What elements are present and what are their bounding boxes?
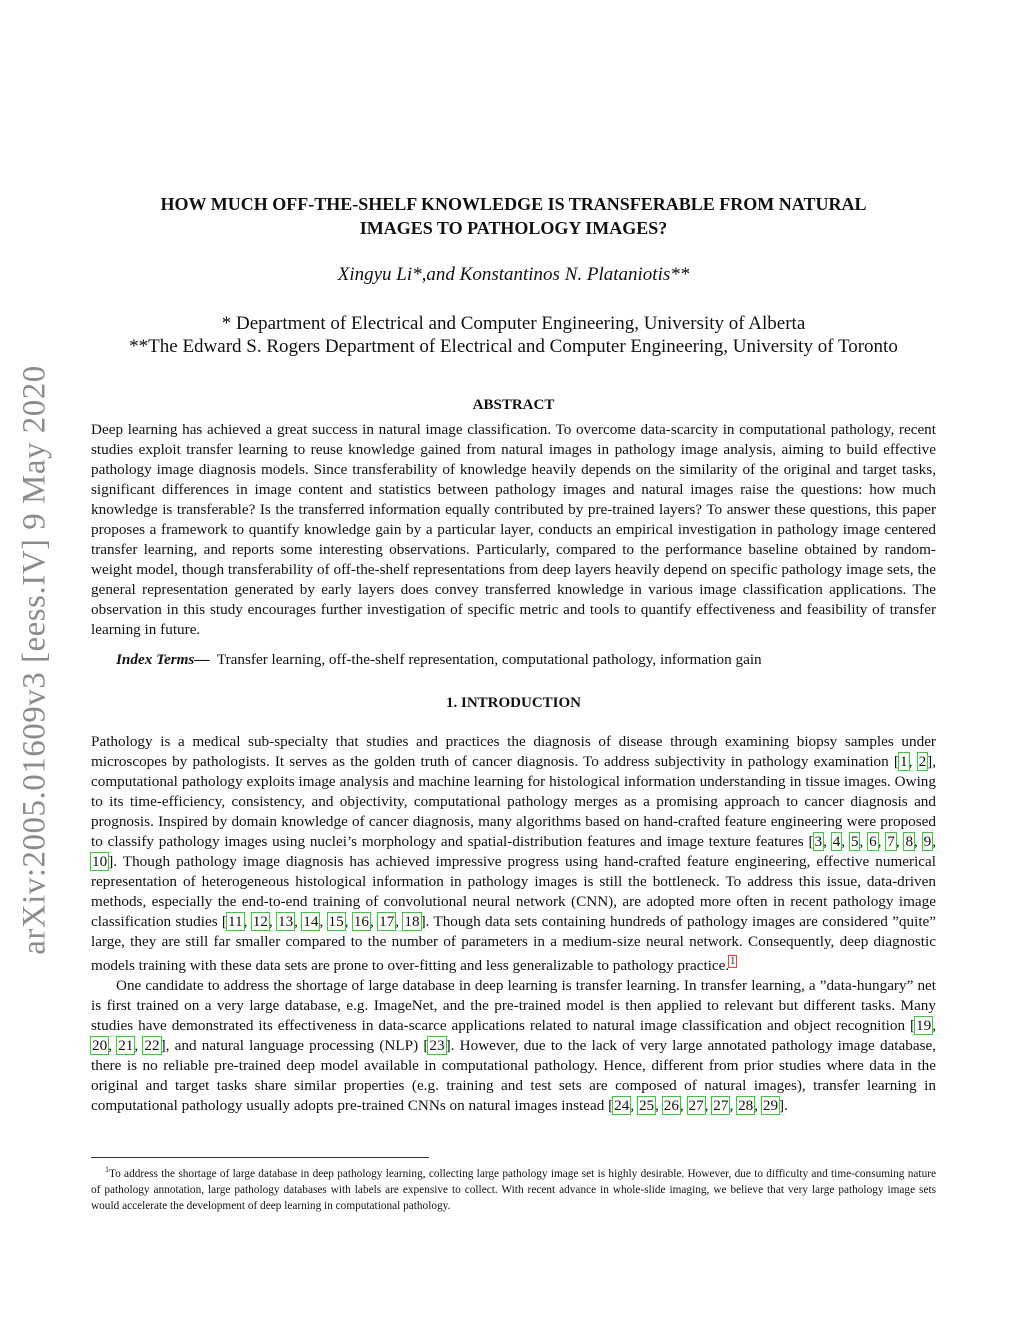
paper-title bbox=[91, 192, 936, 240]
affiliation-alberta: * Department of Electrical and Computer Engineering, University of Alberta bbox=[221, 313, 806, 334]
citation-separator: , bbox=[908, 753, 918, 770]
citation-link[interactable]: 5 bbox=[850, 833, 859, 850]
intro-text: ], computational pathology exploits image analysis and machine learning for histological information understanding in tissue images. Owing to its time-efficiency, consistency, and objectivity, computational pathology merges as a promising approach to cancer diagnosis and prognosis. Inspired by domain knowledge of cancer diagnosis, many algorithms based on hand-crafted feature engineering were proposed to classify pathology images using nuclei’s morphology and spatial-distribution features and image texture features [ bbox=[91, 753, 937, 850]
citation-link[interactable]: 17 bbox=[379, 913, 395, 930]
index-terms bbox=[116, 650, 936, 670]
citation-group: 24, 25, 26, 27, 27, 28, 29 bbox=[614, 1097, 779, 1115]
citation-link[interactable]: 25 bbox=[638, 1097, 655, 1115]
citation-link[interactable]: 19 bbox=[916, 1017, 932, 1035]
intro-text: ]. Though pathology image diagnosis has achieved impressive progress using hand-crafted feature engineering, effective numerical representation of heterogeneous histological information in pathology images is still the bottleneck. To address this issue, data-driven methods, especially the end-to-end training of convolutional neural network (CNN), are adopted more often in recent pathology image classification studies [ bbox=[91, 853, 936, 930]
footnote-divider bbox=[91, 1157, 429, 1158]
footnote-text: To address the shortage of large database in deep pathology learning, collecting large pathology image set is highly desirable. However, due to difficulty and time-consuming nature of pathology annotation, large pathology databases with labels are expensive to collect. With recent advance in whole-slide imaging, we believe that very large pathology image sets would accelerate the development of deep learning in computational pathology. bbox=[91, 1167, 936, 1212]
citation-link[interactable]: 2 bbox=[918, 753, 927, 770]
introduction-body bbox=[91, 732, 936, 1116]
citation-link[interactable]: 28 bbox=[738, 1097, 754, 1115]
footnote bbox=[91, 1162, 936, 1214]
citation-link[interactable]: 9 bbox=[923, 833, 932, 850]
intro-text: ]. Though data sets containing hundreds of pathology images are considered ”quite” large, they are still far smaller compared to the number of parameters in a medium-size neural network. Consequently, deep diagnostic models training with these data sets are prone to over-fitting and less generalizable to pathology practice. bbox=[91, 913, 937, 975]
footnote-ref-link[interactable]: 1 bbox=[730, 956, 736, 967]
intro-text: One candidate to address the shortage of large database in deep learning is transfer learning. In transfer learning, a ”data-hungary” net is first trained on a very large database, e.g. ImageNet, and the pre-trained model is then applied to relevant but different tasks. Many studies have demonstrated its effectiveness in data-scarce applications related to natural image classification and object recognition [ bbox=[91, 977, 936, 1035]
title-line-1: HOW MUCH OFF-THE-SHELF KNOWLEDGE IS TRANSFERABLE FROM NATURAL bbox=[160, 194, 867, 214]
citation-link[interactable]: 8 bbox=[905, 833, 914, 850]
abstract-heading: ABSTRACT bbox=[472, 397, 555, 413]
citation-link[interactable]: 14 bbox=[303, 913, 319, 930]
affiliations bbox=[91, 312, 936, 358]
citation-group: 11, 12, 13, 14, 15, 16, 17, 18 bbox=[227, 913, 420, 930]
author-list: Xingyu Li*,and Konstantinos N. Plataniotis** bbox=[337, 264, 690, 285]
intro-text: ], and natural language processing (NLP) [ bbox=[160, 1037, 429, 1055]
intro-paragraph-1 bbox=[91, 732, 936, 976]
citation-group: 19, 20, 21, 22 bbox=[92, 1017, 936, 1055]
citation-link[interactable]: 10 bbox=[92, 853, 108, 870]
citation-link[interactable]: 15 bbox=[328, 913, 344, 930]
citation-link[interactable]: 12 bbox=[252, 913, 268, 930]
title-line-2: IMAGES TO PATHOLOGY IMAGES? bbox=[359, 218, 668, 238]
intro-text: Pathology is a medical sub-specialty that studies and practices the diagnosis of disease through examining biopsy samples under microscopes by pathologists. It serves as the golden truth of cancer diagnosis. To address subjectivity in pathology examination [ bbox=[91, 733, 936, 770]
abstract-body: Deep learning has achieved a great success in natural image classification. To overcome data-scarcity in computational pathology, recent studies exploit transfer learning to reuse knowledge gained from natural images in pathology image analysis, aiming to build effective pathology image diagnosis models. Since transferability of knowledge heavily depends on the similarity of the original and target tasks, significant differences in image content and statistics between pathology images and natural images raise the questions: how much knowledge is transferable? Is the transferred information equally contributed by pre-trained layers? To answer these questions, this paper proposes a framework to quantify knowledge gain by a particular layer, conducts an empirical investigation in pathology image centered transfer learning, and reports some interesting observations. Particularly, compared to the performance baseline obtained by random-weight model, though transferability of off-the-shelf representations from deep layers heavily depend on specific pathology image sets, the general representation generated by early layers does convey transferred knowledge in various image classification applications. The observation in this study encourages further investigation of specific metric and tools to quantify effectiveness and feasibility of transfer learning in future. bbox=[91, 421, 936, 638]
index-terms-list: Transfer learning, off-the-shelf representation, computational pathology, information gain bbox=[216, 651, 762, 668]
citation-link[interactable]: 18 bbox=[404, 913, 420, 930]
intro-text: ]. However, due to the lack of very large annotated pathology image database, there is no reliable pre-trained deep model available in computational pathology. Hence, different from prior studies where data in the original and target tasks share similar properties (e.g. training and test sets are composed of natural images), transfer learning in computational pathology usually adopts pre-trained CNNs on natural images instead [ bbox=[91, 1037, 937, 1115]
index-terms-label: Index Terms— bbox=[116, 651, 210, 668]
arxiv-sidebar bbox=[0, 350, 70, 970]
citation-link[interactable]: 20 bbox=[92, 1037, 108, 1055]
citation-link[interactable]: 27 bbox=[713, 1097, 729, 1115]
citation-link[interactable]: 16 bbox=[353, 913, 369, 930]
citation-link[interactable]: 24 bbox=[614, 1097, 630, 1115]
citation-link[interactable]: 7 bbox=[887, 833, 895, 850]
citation-link[interactable]: 4 bbox=[832, 833, 841, 850]
citation-link[interactable]: 26 bbox=[663, 1097, 679, 1115]
citation-link[interactable]: 1 bbox=[899, 753, 908, 770]
intro-text: ]. bbox=[779, 1097, 788, 1115]
citation-link[interactable]: 23 bbox=[429, 1037, 445, 1055]
citation-link[interactable]: 13 bbox=[277, 913, 294, 930]
citation-link[interactable]: 27 bbox=[688, 1097, 704, 1115]
citation-link[interactable]: 11 bbox=[227, 913, 243, 930]
arxiv-identifier[interactable]: arXiv:2005.01609v3 [eess.IV] 9 May 2020 bbox=[16, 365, 53, 955]
section-heading-introduction: 1. INTRODUCTION bbox=[445, 695, 581, 711]
citation-link[interactable]: 29 bbox=[762, 1097, 779, 1115]
footnote-mark: 1 bbox=[105, 1165, 109, 1174]
citation-link[interactable]: 6 bbox=[869, 833, 877, 850]
affiliation-toronto: **The Edward S. Rogers Department of Electrical and Computer Engineering, University of Toronto bbox=[129, 336, 898, 357]
citation-group: 3, 4, 5, 6, 7, 8, 9, 10 bbox=[92, 833, 937, 870]
citation-link[interactable]: 3 bbox=[814, 833, 823, 850]
citation-link[interactable]: 22 bbox=[144, 1037, 160, 1055]
intro-paragraph-2 bbox=[91, 976, 936, 1116]
citation-link[interactable]: 21 bbox=[118, 1037, 134, 1055]
